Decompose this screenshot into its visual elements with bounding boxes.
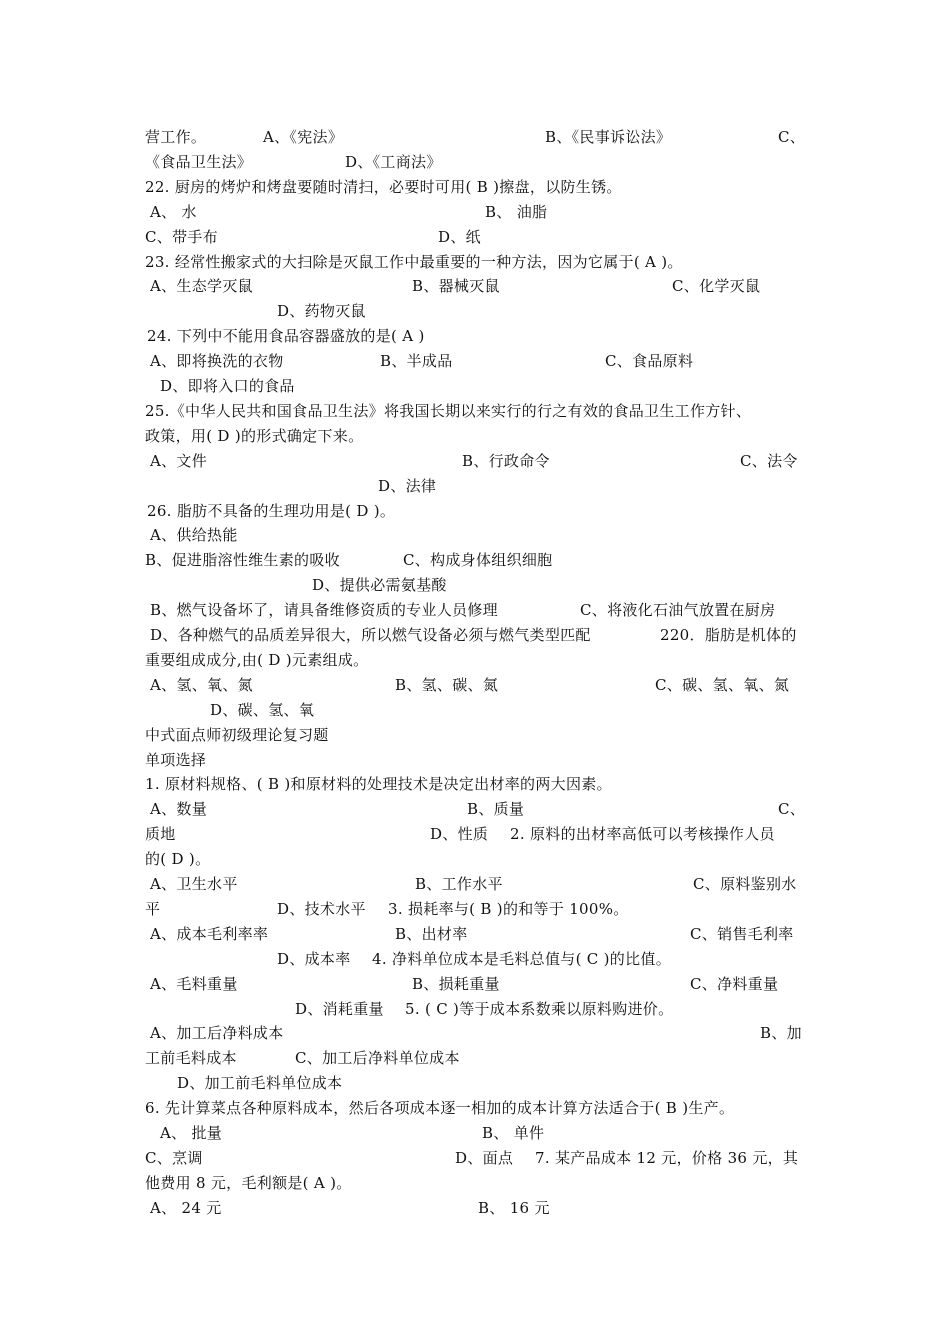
text-line-14-segment-0: D、法律 (378, 476, 437, 495)
text-line-22-segment-2: C、碳、氢、氧、氮 (655, 675, 790, 694)
text-line-22-segment-1: B、氢、碳、氮 (395, 675, 499, 694)
text-line-3-segment-0: A、 水 (150, 202, 197, 221)
text-line-41-segment-0: C、烹调 (145, 1148, 203, 1167)
text-line-43-segment-0: A、 24 元 (150, 1198, 222, 1217)
text-line-41-segment-1: D、面点 (455, 1148, 514, 1167)
text-line-36-segment-1: B、加 (760, 1024, 802, 1043)
text-line-13-segment-2: C、法令 (740, 451, 798, 470)
text-line-17-segment-1: C、构成身体组织细胞 (403, 551, 553, 570)
text-line-10-segment-0: D、即将入口的食品 (160, 377, 295, 395)
text-line-33-segment-0: D、成本率 (277, 949, 351, 968)
text-line-4-segment-1: D、纸 (438, 227, 481, 246)
text-line-6-segment-1: B、器械灭鼠 (412, 277, 500, 296)
text-line-6-segment-0: A、生态学灭鼠 (150, 277, 253, 296)
text-line-12-segment-0: 政策，用( D )的形式确定下来。 (145, 426, 364, 445)
text-line-26-segment-0: 1. 原材料规格、( B )和原材料的处理技术是决定出材率的两大因素。 (145, 775, 612, 794)
text-line-38-segment-0: D、加工前毛料单位成本 (177, 1074, 343, 1093)
text-line-28-segment-1: D、性质 (430, 825, 489, 844)
text-line-2-segment-0: 22. 厨房的烤炉和烤盘要随时清扫，必要时可用( B )擦盘，以防生锈。 (145, 177, 622, 196)
text-line-9-segment-2: C、食品原料 (605, 352, 694, 371)
text-line-27-segment-2: C、 (778, 800, 806, 819)
text-line-9-segment-0: A、即将换洗的衣物 (150, 352, 284, 371)
text-line-35-segment-0: D、消耗重量 (295, 999, 384, 1018)
text-line-25-segment-0: 单项选择 (145, 750, 207, 769)
text-line-20-segment-1: 220．脂肪是机体的 (660, 626, 797, 644)
text-line-32-segment-1: B、出材率 (395, 924, 468, 943)
text-line-0-segment-2: B、《民事诉讼法》 (545, 128, 672, 146)
text-line-28-segment-2: 2. 原料的出材率高低可以考核操作人员 (510, 825, 775, 844)
text-line-0-segment-3: C、 (778, 128, 806, 146)
text-line-13-segment-1: B、行政命令 (462, 451, 550, 470)
text-line-8-segment-0: 24. 下列中不能用食品容器盛放的是( A ) (147, 327, 425, 346)
text-line-20-segment-0: D、各种燃气的品质差异很大，所以燃气设备必须与燃气类型匹配 (150, 626, 591, 644)
text-line-16-segment-0: A、供给热能 (150, 526, 238, 545)
text-line-1-segment-0: 《食品卫生法》 (145, 152, 253, 171)
text-line-5-segment-0: 23. 经常性搬家式的大扫除是灭鼠工作中最重要的一种方法，因为它属于( A )。 (145, 252, 683, 271)
text-line-19-segment-1: C、将液化石油气放置在厨房 (580, 601, 776, 620)
text-line-37-segment-1: C、加工后净料单位成本 (295, 1049, 460, 1068)
text-line-23-segment-0: D、碳、氢、氧 (210, 700, 315, 719)
text-line-11-segment-0: 25.《中华人民共和国食品卫生法》将我国长期以来实行的行之有效的食品卫生工作方针、 (145, 401, 752, 420)
text-line-7-segment-0: D、药物灭鼠 (277, 302, 366, 321)
text-line-31-segment-2: 3. 损耗率与( B )的和等于 100%。 (388, 899, 629, 918)
text-line-31-segment-1: D、技术水平 (277, 899, 366, 918)
text-line-42-segment-0: 他费用 8 元，毛利额是( A )。 (145, 1173, 352, 1192)
text-line-37-segment-0: 工前毛料成本 (145, 1049, 237, 1068)
text-line-30-segment-0: A、卫生水平 (150, 875, 238, 893)
text-line-17-segment-0: B、促进脂溶性维生素的吸收 (145, 551, 340, 570)
text-line-27-segment-0: A、数量 (150, 800, 208, 819)
text-line-19-segment-0: B、燃气设备坏了，请具备维修资质的专业人员修理 (150, 601, 498, 620)
text-line-0-segment-0: 营工作。 (145, 128, 207, 146)
text-line-32-segment-2: C、销售毛利率 (690, 924, 794, 943)
text-line-3-segment-1: B、 油脂 (485, 202, 548, 221)
text-line-15-segment-0: 26. 脂肪不具备的生理功用是( D )。 (147, 501, 396, 520)
text-line-22-segment-0: A、氢、氧、氮 (150, 675, 253, 694)
text-line-6-segment-2: C、化学灭鼠 (672, 277, 761, 296)
text-line-34-segment-0: A、毛料重量 (150, 974, 238, 993)
text-line-4-segment-0: C、带手布 (145, 227, 218, 246)
text-line-18-segment-0: D、提供必需氨基酸 (312, 576, 447, 595)
text-line-24-segment-0: 中式面点师初级理论复习题 (145, 725, 329, 744)
text-line-21-segment-0: 重要组成成分,由( D )元素组成。 (145, 650, 369, 669)
text-line-43-segment-1: B、 16 元 (478, 1198, 550, 1217)
text-line-27-segment-1: B、质量 (467, 800, 525, 819)
text-line-33-segment-1: 4. 净料单位成本是毛料总值与( C )的比值。 (372, 949, 671, 968)
text-line-40-segment-0: A、 批量 (160, 1124, 223, 1142)
text-line-1-segment-1: D、《工商法》 (345, 152, 442, 171)
text-line-34-segment-2: C、净料重量 (690, 974, 779, 993)
text-line-28-segment-0: 质地 (145, 825, 176, 844)
text-line-41-segment-2: 7. 某产品成本 12 元，价格 36 元，其 (535, 1148, 799, 1167)
text-line-34-segment-1: B、损耗重量 (412, 974, 500, 993)
text-line-9-segment-1: B、半成品 (380, 352, 453, 371)
text-line-29-segment-0: 的( D )。 (145, 850, 211, 869)
text-line-13-segment-0: A、文件 (150, 451, 208, 470)
text-line-35-segment-1: 5. ( C )等于成本系数乘以原料购进价。 (405, 999, 674, 1018)
text-line-31-segment-0: 平 (145, 899, 161, 918)
text-line-39-segment-0: 6. 先计算菜点各种原料成本，然后各项成本逐一相加的成本计算方法适合于( B )生产。 (145, 1099, 735, 1118)
text-line-0-segment-1: A、《宪法》 (263, 128, 344, 146)
text-line-36-segment-0: A、加工后净料成本 (150, 1024, 284, 1043)
text-line-32-segment-0: A、成本毛利率率 (150, 924, 269, 943)
text-line-40-segment-1: B、 单件 (482, 1124, 545, 1142)
text-line-30-segment-1: B、工作水平 (415, 875, 503, 893)
text-line-30-segment-2: C、原料鉴别水 (693, 875, 797, 893)
